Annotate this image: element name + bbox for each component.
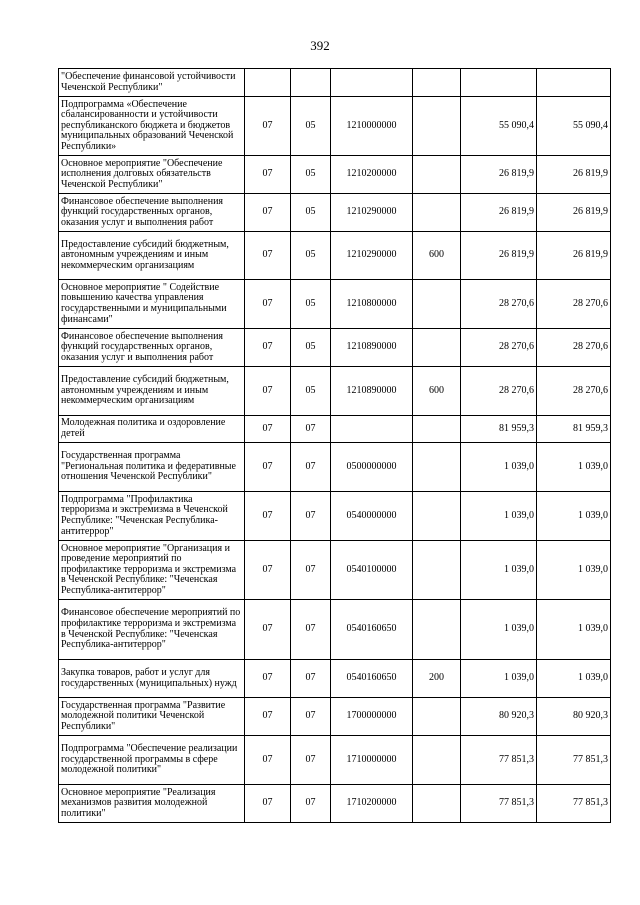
cell-name: Подпрограмма «Обеспечение сбалансированности и устойчивости республиканского бюджета и бюджетов муниципальных образований Чеченской Республики»	[59, 97, 245, 156]
table-row	[59, 367, 611, 416]
cell-rz: 07	[245, 492, 291, 541]
cell-name: Предоставление субсидий бюджетным, автономным учреждениям и иным некоммерческим организациям	[59, 232, 245, 280]
cell-sum2: 1 039,0	[537, 600, 611, 660]
cell-sum1: 55 090,4	[461, 97, 537, 156]
table-row	[59, 785, 611, 823]
cell-pr: 07	[291, 785, 331, 823]
cell-name: Предоставление субсидий бюджетным, автономным учреждениям и иным некоммерческим организациям	[59, 367, 245, 416]
cell-sum1: 26 819,9	[461, 194, 537, 232]
cell-sum1	[461, 69, 537, 97]
cell-csr	[331, 416, 413, 443]
cell-pr: 05	[291, 280, 331, 329]
cell-rz	[245, 69, 291, 97]
budget-table-body	[59, 69, 611, 823]
table-row	[59, 329, 611, 367]
cell-rz: 07	[245, 736, 291, 785]
cell-csr: 1210890000	[331, 329, 413, 367]
table-row	[59, 600, 611, 660]
cell-rz: 07	[245, 416, 291, 443]
cell-vr	[413, 416, 461, 443]
cell-sum2: 1 039,0	[537, 541, 611, 600]
cell-csr: 1710000000	[331, 736, 413, 785]
cell-name: Закупка товаров, работ и услуг для государственных (муниципальных) нужд	[59, 660, 245, 698]
cell-name: Финансовое обеспечение мероприятий по профилактике терроризма и экстремизма в Чеченской Республике: "Чеченская Республика-антитеррор"	[59, 600, 245, 660]
cell-name: Основное мероприятие "Реализация механизмов развития молодежной политики"	[59, 785, 245, 823]
cell-rz: 07	[245, 156, 291, 194]
cell-pr: 07	[291, 698, 331, 736]
cell-vr: 600	[413, 232, 461, 280]
cell-name: Государственная программа "Региональная политика и федеративные отношения Чеченской Республики"	[59, 443, 245, 492]
cell-vr	[413, 194, 461, 232]
cell-csr: 1700000000	[331, 698, 413, 736]
cell-vr	[413, 97, 461, 156]
cell-name: Финансовое обеспечение выполнения функций государственных органов, оказания услуг и выполнения работ	[59, 194, 245, 232]
cell-sum1: 28 270,6	[461, 367, 537, 416]
cell-name: Государственная программа "Развитие молодежной политики Чеченской Республики"	[59, 698, 245, 736]
cell-name: Основное мероприятие "Обеспечение исполнения долговых обязательств Чеченской Республики"	[59, 156, 245, 194]
cell-vr	[413, 69, 461, 97]
cell-pr: 07	[291, 443, 331, 492]
cell-pr: 07	[291, 416, 331, 443]
cell-pr: 05	[291, 194, 331, 232]
cell-sum2: 55 090,4	[537, 97, 611, 156]
table-row	[59, 280, 611, 329]
table-row	[59, 69, 611, 97]
cell-pr: 07	[291, 660, 331, 698]
cell-pr: 05	[291, 329, 331, 367]
cell-sum1: 1 039,0	[461, 541, 537, 600]
table-row	[59, 194, 611, 232]
cell-name: Подпрограмма "Профилактика терроризма и экстремизма в Чеченской Республике: "Чеченская Республика-антитеррор"	[59, 492, 245, 541]
cell-sum2: 28 270,6	[537, 367, 611, 416]
cell-vr	[413, 329, 461, 367]
table-row	[59, 660, 611, 698]
cell-pr	[291, 69, 331, 97]
cell-pr: 07	[291, 600, 331, 660]
cell-csr: 1710200000	[331, 785, 413, 823]
cell-sum2: 1 039,0	[537, 443, 611, 492]
table-row	[59, 736, 611, 785]
table-row	[59, 443, 611, 492]
cell-sum1: 26 819,9	[461, 156, 537, 194]
cell-sum2	[537, 69, 611, 97]
cell-pr: 05	[291, 97, 331, 156]
cell-sum1: 1 039,0	[461, 443, 537, 492]
cell-csr: 1210800000	[331, 280, 413, 329]
cell-pr: 07	[291, 736, 331, 785]
cell-name: Основное мероприятие "Организация и проведение мероприятий по профилактике терроризма и экстремизма в Чеченской Республике: "Чеченская Республика-антитеррор"	[59, 541, 245, 600]
cell-rz: 07	[245, 280, 291, 329]
cell-rz: 07	[245, 698, 291, 736]
cell-sum2: 81 959,3	[537, 416, 611, 443]
cell-csr: 0500000000	[331, 443, 413, 492]
cell-sum2: 1 039,0	[537, 660, 611, 698]
cell-pr: 05	[291, 367, 331, 416]
cell-name: Молодежная политика и оздоровление детей	[59, 416, 245, 443]
cell-sum2: 77 851,3	[537, 736, 611, 785]
table-row	[59, 97, 611, 156]
cell-sum2: 28 270,6	[537, 280, 611, 329]
cell-csr: 0540160650	[331, 600, 413, 660]
cell-rz: 07	[245, 329, 291, 367]
cell-vr	[413, 156, 461, 194]
cell-rz: 07	[245, 541, 291, 600]
cell-csr: 0540160650	[331, 660, 413, 698]
cell-vr	[413, 541, 461, 600]
cell-csr: 1210290000	[331, 194, 413, 232]
cell-rz: 07	[245, 443, 291, 492]
cell-vr	[413, 785, 461, 823]
cell-csr: 1210200000	[331, 156, 413, 194]
cell-vr	[413, 698, 461, 736]
table-row	[59, 156, 611, 194]
cell-vr: 600	[413, 367, 461, 416]
cell-rz: 07	[245, 600, 291, 660]
page-number: 392	[310, 38, 330, 53]
cell-name: Основное мероприятие " Содействие повышению качества управления государственными и муниципальными финансами"	[59, 280, 245, 329]
cell-rz: 07	[245, 232, 291, 280]
cell-name: Подпрограмма "Обеспечение реализации государственной программы в сфере молодежной политики"	[59, 736, 245, 785]
cell-sum1: 26 819,9	[461, 232, 537, 280]
table-row	[59, 541, 611, 600]
cell-sum1: 80 920,3	[461, 698, 537, 736]
cell-pr: 05	[291, 156, 331, 194]
cell-rz: 07	[245, 194, 291, 232]
cell-name: Финансовое обеспечение выполнения функций государственных органов, оказания услуг и выполнения работ	[59, 329, 245, 367]
cell-sum2: 28 270,6	[537, 329, 611, 367]
cell-csr: 1210290000	[331, 232, 413, 280]
cell-sum1: 1 039,0	[461, 492, 537, 541]
cell-sum2: 26 819,9	[537, 232, 611, 280]
cell-csr: 1210000000	[331, 97, 413, 156]
cell-sum1: 1 039,0	[461, 600, 537, 660]
cell-sum2: 26 819,9	[537, 156, 611, 194]
table-row	[59, 232, 611, 280]
cell-sum1: 28 270,6	[461, 329, 537, 367]
cell-sum2: 26 819,9	[537, 194, 611, 232]
cell-vr: 200	[413, 660, 461, 698]
cell-sum1: 77 851,3	[461, 736, 537, 785]
cell-sum1: 28 270,6	[461, 280, 537, 329]
table-row	[59, 698, 611, 736]
cell-pr: 05	[291, 232, 331, 280]
cell-rz: 07	[245, 97, 291, 156]
cell-name: "Обеспечение финансовой устойчивости Чеченской Республики"	[59, 69, 245, 97]
cell-csr: 1210890000	[331, 367, 413, 416]
cell-rz: 07	[245, 660, 291, 698]
cell-csr	[331, 69, 413, 97]
cell-pr: 07	[291, 541, 331, 600]
cell-vr	[413, 280, 461, 329]
budget-table	[58, 68, 611, 823]
cell-sum2: 80 920,3	[537, 698, 611, 736]
table-row	[59, 492, 611, 541]
cell-vr	[413, 600, 461, 660]
cell-csr: 0540100000	[331, 541, 413, 600]
cell-sum2: 77 851,3	[537, 785, 611, 823]
cell-vr	[413, 736, 461, 785]
cell-pr: 07	[291, 492, 331, 541]
cell-rz: 07	[245, 367, 291, 416]
cell-vr	[413, 443, 461, 492]
table-row	[59, 416, 611, 443]
cell-rz: 07	[245, 785, 291, 823]
cell-sum1: 81 959,3	[461, 416, 537, 443]
cell-sum1: 77 851,3	[461, 785, 537, 823]
cell-vr	[413, 492, 461, 541]
cell-sum1: 1 039,0	[461, 660, 537, 698]
cell-sum2: 1 039,0	[537, 492, 611, 541]
cell-csr: 0540000000	[331, 492, 413, 541]
